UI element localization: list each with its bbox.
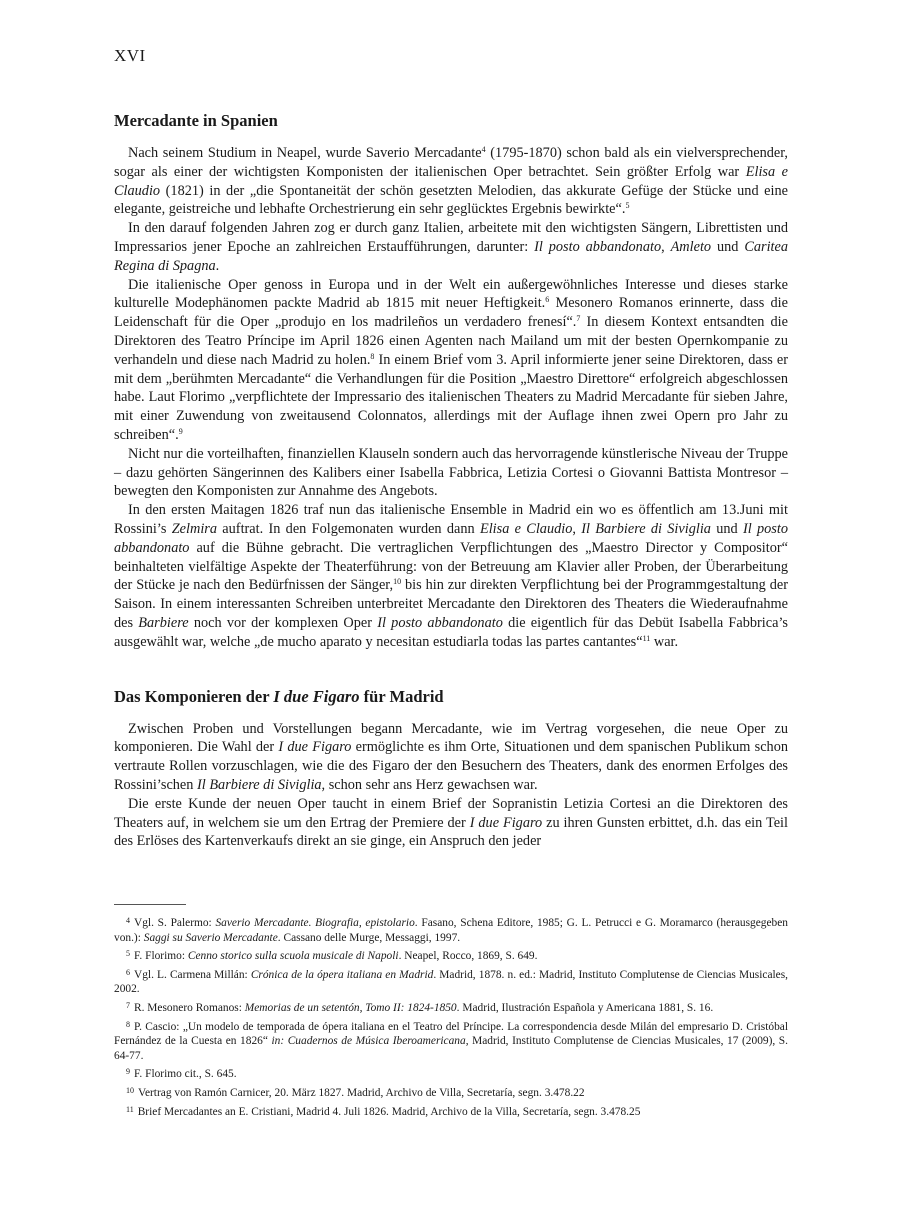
footnote-ref-9[interactable]: 9 (178, 426, 183, 436)
footnote-ref-11[interactable]: 11 (642, 633, 651, 643)
footnote-5: $^5$ F. Florimo: Cenno storico sulla scuola musicale di Napoli. Neapel, Rocco, 1869, S. 649. (126, 949, 538, 963)
footnote-11: $^{11}$ Brief Mercadantes an E. Cristiani, Madrid 4. Juli 1826. Madrid, Archivo de la Villa, Secretaría, segn. 3.478.25 (126, 1104, 641, 1118)
footnote-ref-8[interactable]: 8 (370, 351, 375, 361)
footnotes (114, 914, 788, 1121)
footnote-8: $^8$ P. Cascio: „Un modelo de temporada de ópera italiana en el Teatro del Príncipe. La correspondencia desde Milán del empresario D. Cristóbal Fernández de la Cuesta en 1826“ in: Cuadernos de Música Iberoamericana, Madrid, Instituto Complutense de Ciencias Musicales, 17 (2009), S. 64-77. (114, 1019, 788, 1062)
footnote-ref-7[interactable]: 7 (576, 314, 581, 324)
section-heading-mercadante-in-spanien: Mercadante in Spanien (114, 111, 278, 130)
paragraph-7: Die erste Kunde der neuen Oper taucht in einem Brief der Sopranistin Letizia Cortesi an die Direktoren des Theaters auf, in welchem sie um den Ertrag der Premiere der I due Figaro zu ihren Gunsten erbittet, d.h. das ein Teil des Erlöses des Kartenverkaufs direkt an sie ginge, ein Anspruch den jeder (114, 795, 788, 850)
footnote-divider (114, 904, 186, 905)
footnote-ref-5[interactable]: 5 (625, 201, 630, 211)
footnote-ref-10[interactable]: 10 (393, 577, 402, 587)
paragraph-1: Nach seinem Studium in Neapel, wurde Saverio Mercadante$^4$ (1795-1870) schon bald als ein vielversprechender, sogar als einer der wichtigsten Komponisten der italienischen Oper betrachtet. Sein größter Erfolg war Elisa e Claudio (1821) in der „die Spontaneität der schön gesetzten Melodien, das akkurate Gefüge der Stücke und eine elegante, geistreiche und lebhafte Orchestrierung ein sehr geglücktes Ergebnis bewirkte“.$^5$ (114, 145, 788, 218)
footnote-ref-6[interactable]: 6 (545, 295, 550, 305)
section-heading-das-komponieren: Das Komponieren der I due Figaro für Madrid (114, 686, 444, 706)
paragraph-2: In den darauf folgenden Jahren zog er durch ganz Italien, arbeitete mit den wichtigsten Sängern, Librettisten und Impressarios jener Epoche an zahlreichen Erstaufführungen, darunter: Il posto abbandonato, Amleto und Caritea Regina di Spagna. (114, 220, 789, 274)
page-number: XVI (114, 46, 146, 65)
footnote-6: $^6$ Vgl. L. Carmena Millán: Crónica de la ópera italiana en Madrid. Madrid, 1878. n. ed.: Madrid, Instituto Complutense de Ciencias Musicales, 2002. (114, 967, 788, 996)
paragraph-6: Zwischen Proben und Vorstellungen begann Mercadante, wie im Vertrag vorgesehen, die neue Oper zu komponieren. Die Wahl der I due Figaro ermöglichte es ihm Orte, Situationen und dem spanischen Publikum schon vertraute Rollen vorzuschlagen, wie die des Figaro der den Besuchern des Theaters, dank des enormen Erfolges des Rossini’schen Il Barbiere di Siviglia, schon sehr ans Herz gewachsen war. (114, 720, 788, 793)
main-text (114, 110, 788, 851)
footnote-10: $^{10}$ Vertrag von Ramón Carnicer, 20. März 1827. Madrid, Archivo de Villa, Secretaría, segn. 3.478.22 (126, 1085, 585, 1099)
footnote-4: $^4$ Vgl. S. Palermo: Saverio Mercadante. Biografia, epistolario. Fasano, Schena Editore, 1985; G. L. Petrucci e G. Moramarco (herausgegeben von.): Saggi su Saverio Mercadante. Cassano delle Murge, Messaggi, 1997. (114, 916, 788, 944)
footnote-7: $^7$ R. Mesonero Romanos: Memorias de un setentón, Tomo II: 1824-1850. Madrid, Ilustración Española y Americana 1881, S. 16. (126, 1000, 714, 1014)
paragraph-5: In den ersten Maitagen 1826 traf nun das italienische Ensemble in Madrid ein wo es öffentlich am 13.Juni mit Rossini’s Zelmira auftrat. In den Folgemonaten wurden dann Elisa e Claudio, Il Barbiere di Siviglia und Il posto abbandonato auf die Bühne gebracht. Die vertraglichen Verpflichtungen des „Maestro Director y Compositor“ beinhalteten vielfältige Aspekte der Theaterführung: von der Betreuung am Klavier aller Proben, der Überarbeitung der Stücke je nach den Bedürfnissen der Sänger,$^{10}$ bis hin zur direkten Verpflichtung bei der Programmgestaltung der Saison. In einem interessanten Schreiben unterbreitet Mercadante den Direktoren des Theaters die Wiederaufnahme des Barbiere noch vor der komplexen Oper Il posto abbandonato die eigentlich für das Debüt Isabella Fabbrica’s ausgewählt war, welche „de mucho aparato y necesitan estudiarla todas las partes cantantes“$^{11}$ war. (114, 502, 788, 650)
paragraph-4: Nicht nur die vorteilhaften, finanziellen Klauseln sondern auch das hervorragende künstlerische Niveau der Truppe – dazu gehörten Sängerinnen des Kalibers einer Isabella Fabbrica, Letizia Cortesi o Giovanni Battista Montresor – bewegten den Komponisten zur Annahme des Angebots. (114, 445, 788, 500)
footnote-9: $^9$ F. Florimo cit., S. 645. (126, 1067, 237, 1081)
footnote-ref-4[interactable]: 4 (481, 145, 486, 154)
paragraph-3: Die italienische Oper genoss in Europa und in der Welt ein außergewöhnliches Interesse und dieses starke kulturelle Modephänomen packte Madrid ab 1815 mit neuer Heftigkeit.$^6$ Mesonero Romanos erinnerte, dass die Leidenschaft für die Oper „produjo en los madrileños un verdadero frenesí“.$^7$ In diesem Kontext entsandten die Direktoren des Teatro Príncipe im April 1826 einen Agenten nach Mailand um mit der besten Opernkompanie zu verhandeln und diese nach Madrid zu holen.$^8$ In einem Brief vom 3. April informierte jener seine Direktoren, dass er mit dem „berühmten Mercadante“ die Verhandlungen für die Position „Maestro Direttore“ erfolgreich abgeschlossen habe. Laut Florimo „verpflichtete der Impressario des italienischen Theaters zu Madrid Mercadante für sieben Jahre, mit einer Zuwendung von zweitausend Colonnatos, allerdings mit der Auflage ihnen zwei Opern pro Jahr zu schreiben“.$^9$ (114, 276, 789, 443)
